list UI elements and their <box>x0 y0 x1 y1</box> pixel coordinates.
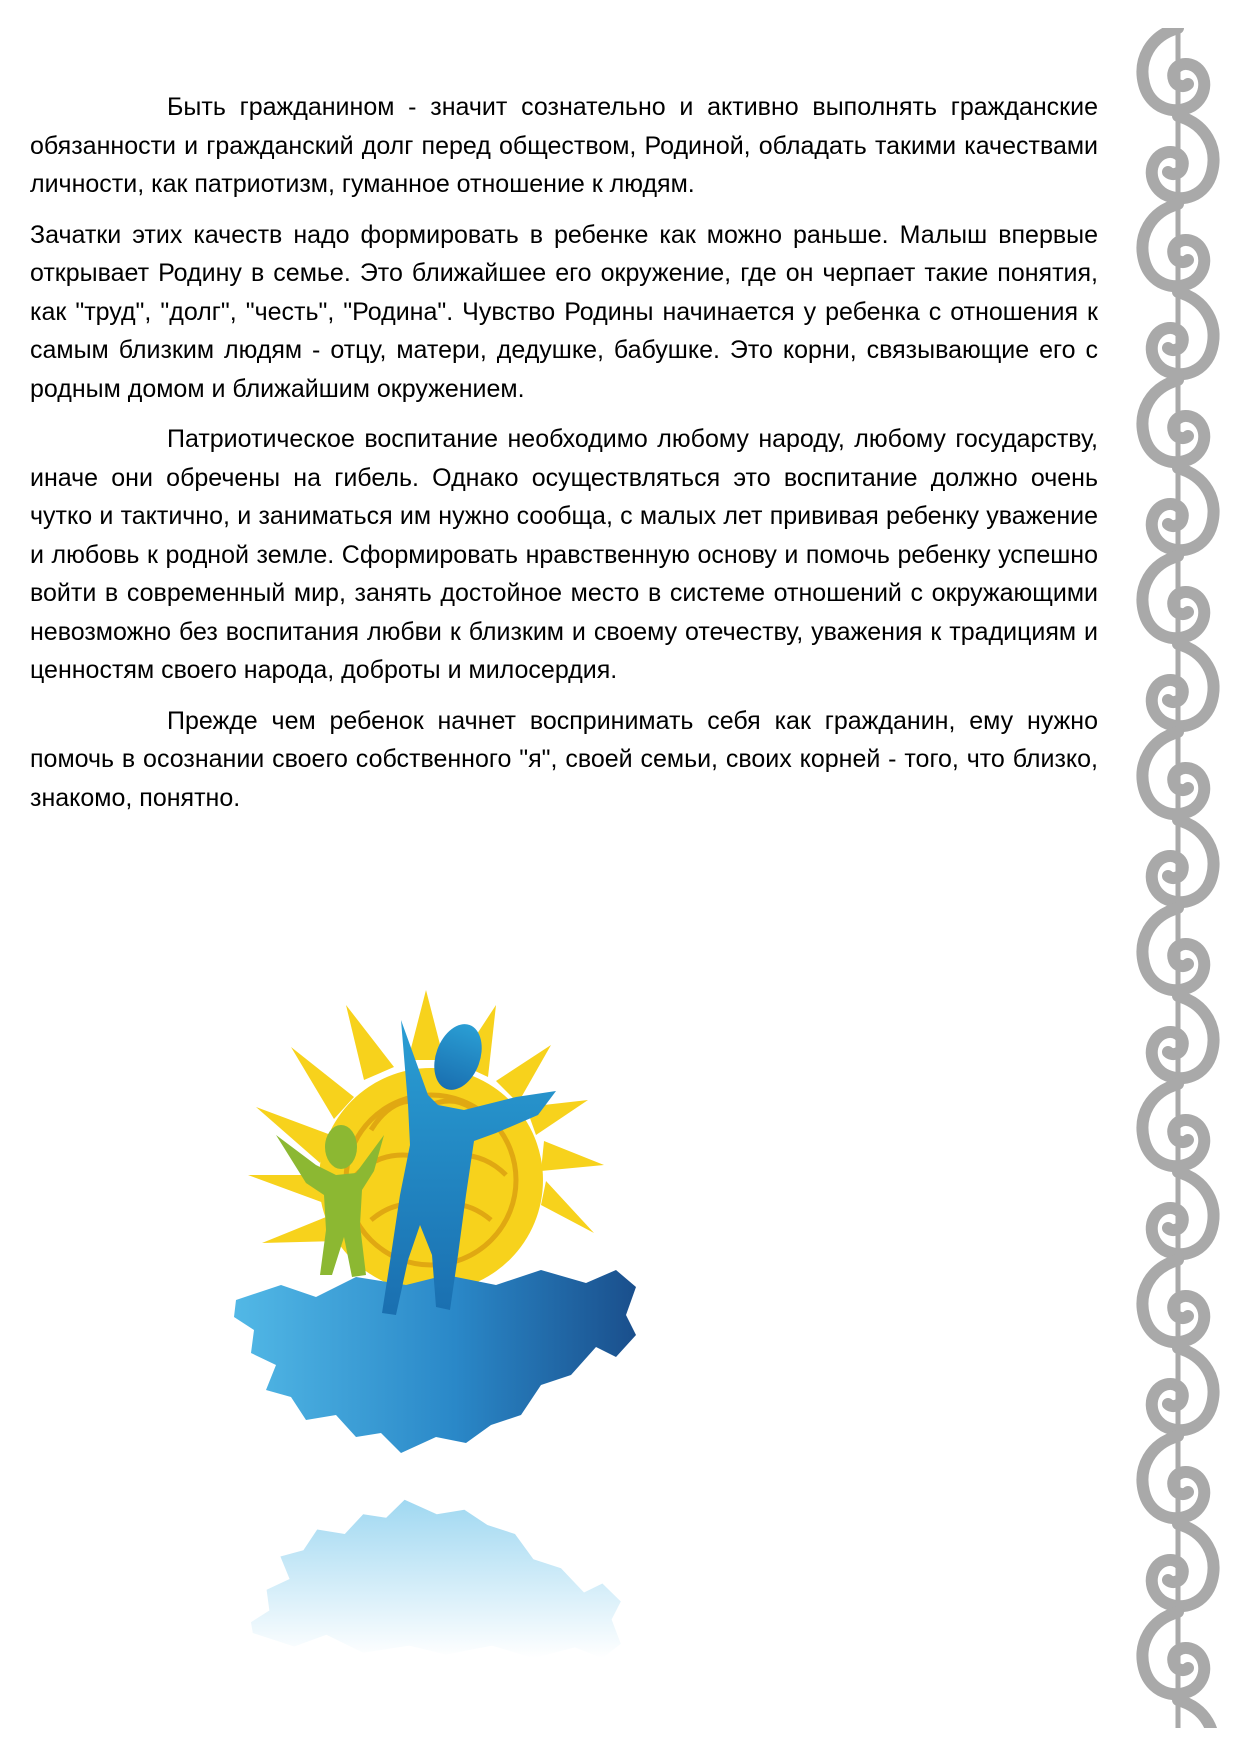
map-shape <box>234 1270 636 1453</box>
article-text <box>30 88 1098 817</box>
paragraph-4: Прежде чем ребенок начнет воспринимать себя как гражданин, ему нужно помочь в осознании своего собственного "я", своей семьи, своих корней - того, что близко, знакомо, понятно. <box>30 706 1098 812</box>
map-reflection <box>251 1500 621 1658</box>
paragraph-2: Зачатки этих качеств надо формировать в ребенке как можно раньше. Малыш впервые открывает Родину в семье. Это ближайшее его окружение, где он черпает такие понятия, как "труд", "долг", "честь", "Родина". Чувство Родины начинается у ребенка с отношения к самым близким людям - отцу, матери, дедушке, бабушке. Это корни, связывающие его с родным домом и ближайшим окружением. <box>30 220 1098 403</box>
patriotic-emblem-icon <box>196 985 736 1745</box>
paragraph-1: Быть гражданином - значит сознательно и активно выполнять гражданские обязанности и гражданский долг перед обществом, Родиной, обладать такими качествами личности, как патриотизм, гуманное отношение к людям. <box>30 93 1098 198</box>
paragraph-3: Патриотическое воспитание необходимо любому народу, любому государству, иначе они обречены на гибель. Однако осуществляться это воспитание должно очень чутко и тактично, и заниматься им нужно сообща, с малых лет прививая ребенку уважение и любовь к родной земле. Сформировать нравственную основу и помочь ребенку успешно войти в современный мир, занять достойное место в системе отношений с окружающими невозможно без воспитания любви к близким и своему отечеству, уважения к традициям и ценностям своего народа, доброты и милосердия. <box>30 425 1098 684</box>
ornament-border-icon <box>1130 28 1226 1728</box>
